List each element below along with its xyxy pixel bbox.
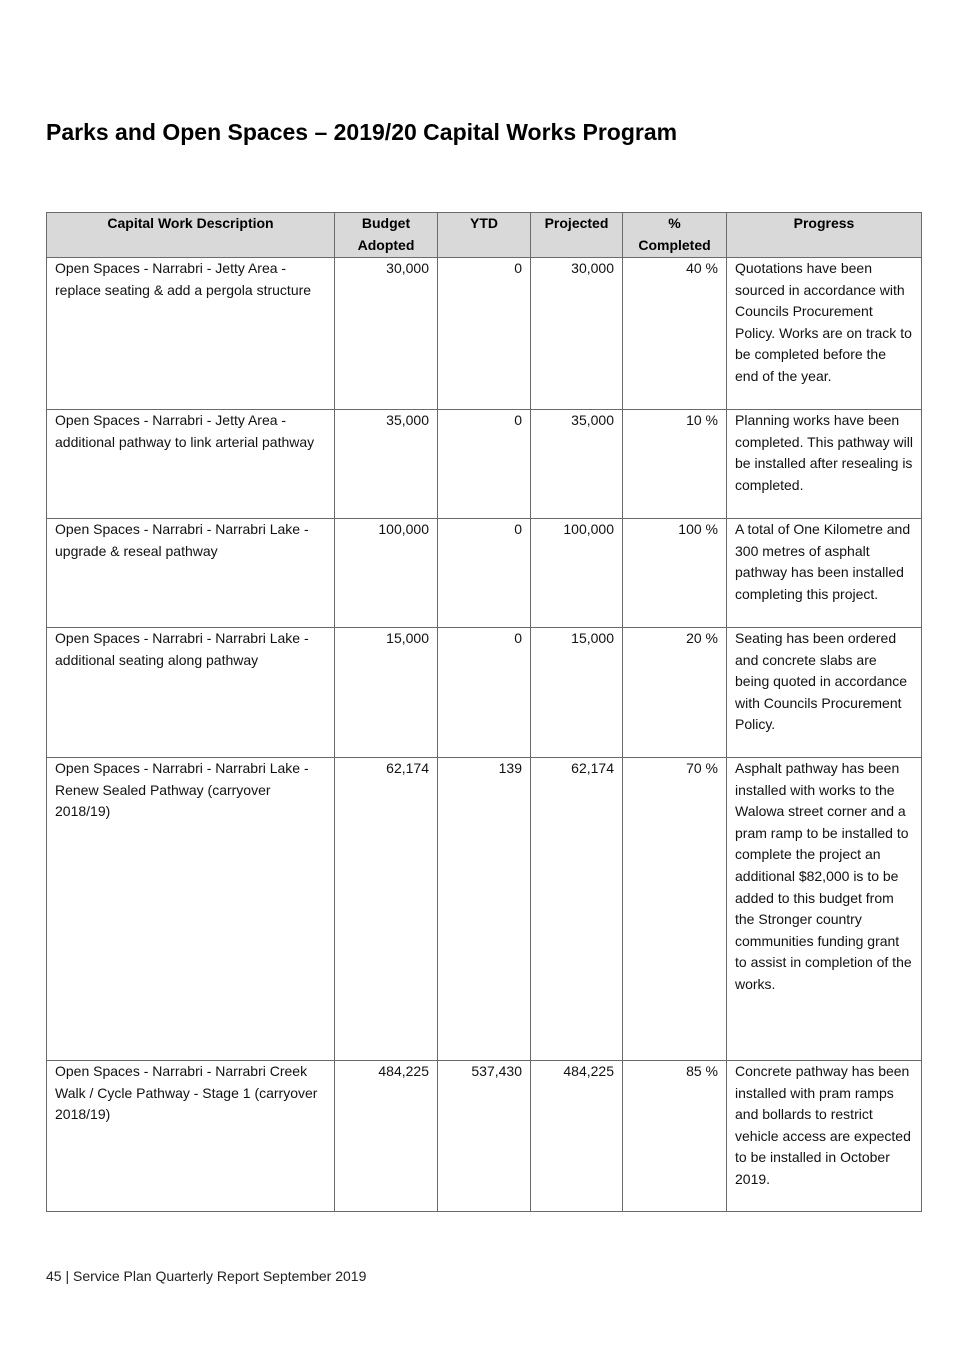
cell-ytd: 0 bbox=[438, 410, 531, 519]
cell-progress: Asphalt pathway has been installed with works to the Walowa street corner and a pram ramp to be installed to complete the project an additional $82,000 is to be added to this budget from the Stronger country communities funding grant to assist in completion of the works. bbox=[727, 758, 922, 1061]
table-row bbox=[47, 1061, 922, 1212]
cell-description: Open Spaces - Narrabri - Jetty Area - additional pathway to link arterial pathway bbox=[47, 410, 335, 519]
cell-budget: 35,000 bbox=[335, 410, 438, 519]
cell-ytd: 0 bbox=[438, 258, 531, 410]
cell-ytd: 537,430 bbox=[438, 1061, 531, 1212]
header-projected: Projected bbox=[531, 213, 623, 258]
cell-projected: 100,000 bbox=[531, 519, 623, 628]
cell-completed: 100 % bbox=[623, 519, 727, 628]
cell-projected: 15,000 bbox=[531, 628, 623, 758]
cell-description: Open Spaces - Narrabri - Narrabri Lake - upgrade & reseal pathway bbox=[47, 519, 335, 628]
cell-projected: 35,000 bbox=[531, 410, 623, 519]
cell-completed: 40 % bbox=[623, 258, 727, 410]
cell-projected: 62,174 bbox=[531, 758, 623, 1061]
cell-progress: A total of One Kilometre and 300 metres of asphalt pathway has been installed completing this project. bbox=[727, 519, 922, 628]
cell-projected: 30,000 bbox=[531, 258, 623, 410]
page-title: Parks and Open Spaces – 2019/20 Capital Works Program bbox=[46, 119, 678, 145]
cell-progress: Seating has been ordered and concrete slabs are being quoted in accordance with Councils Procurement Policy. bbox=[727, 628, 922, 758]
cell-budget: 62,174 bbox=[335, 758, 438, 1061]
header-ytd: YTD bbox=[438, 213, 531, 258]
header-percent-completed: % Completed bbox=[623, 213, 727, 258]
cell-ytd: 0 bbox=[438, 519, 531, 628]
table-row bbox=[47, 519, 922, 628]
table-row bbox=[47, 258, 922, 410]
capital-works-table bbox=[46, 212, 922, 1212]
cell-description: Open Spaces - Narrabri - Narrabri Lake - Renew Sealed Pathway (carryover 2018/19) bbox=[47, 758, 335, 1061]
table-row bbox=[47, 628, 922, 758]
cell-budget: 30,000 bbox=[335, 258, 438, 410]
cell-budget: 484,225 bbox=[335, 1061, 438, 1212]
cell-description: Open Spaces - Narrabri - Narrabri Creek Walk / Cycle Pathway - Stage 1 (carryover 2018/19) bbox=[47, 1061, 335, 1212]
cell-completed: 85 % bbox=[623, 1061, 727, 1212]
cell-ytd: 0 bbox=[438, 628, 531, 758]
header-description: Capital Work Description bbox=[47, 213, 335, 258]
cell-progress: Planning works have been completed. This pathway will be installed after resealing is completed. bbox=[727, 410, 922, 519]
cell-completed: 70 % bbox=[623, 758, 727, 1061]
page-footer: 45 | Service Plan Quarterly Report September 2019 bbox=[46, 1268, 367, 1284]
cell-budget: 15,000 bbox=[335, 628, 438, 758]
cell-ytd: 139 bbox=[438, 758, 531, 1061]
cell-progress: Quotations have been sourced in accordance with Councils Procurement Policy. Works are on track to be completed before the end of the year. bbox=[727, 258, 922, 410]
cell-completed: 20 % bbox=[623, 628, 727, 758]
cell-progress: Concrete pathway has been installed with pram ramps and bollards to restrict vehicle access are expected to be installed in October 2019. bbox=[727, 1061, 922, 1212]
cell-description: Open Spaces - Narrabri - Narrabri Lake - additional seating along pathway bbox=[47, 628, 335, 758]
table-row bbox=[47, 410, 922, 519]
cell-completed: 10 % bbox=[623, 410, 727, 519]
cell-description: Open Spaces - Narrabri - Jetty Area - replace seating & add a pergola structure bbox=[47, 258, 335, 410]
header-budget-adopted: Budget Adopted bbox=[335, 213, 438, 258]
table-row bbox=[47, 758, 922, 1061]
cell-budget: 100,000 bbox=[335, 519, 438, 628]
cell-projected: 484,225 bbox=[531, 1061, 623, 1212]
header-progress: Progress bbox=[727, 213, 922, 258]
table-header-row bbox=[47, 213, 922, 258]
